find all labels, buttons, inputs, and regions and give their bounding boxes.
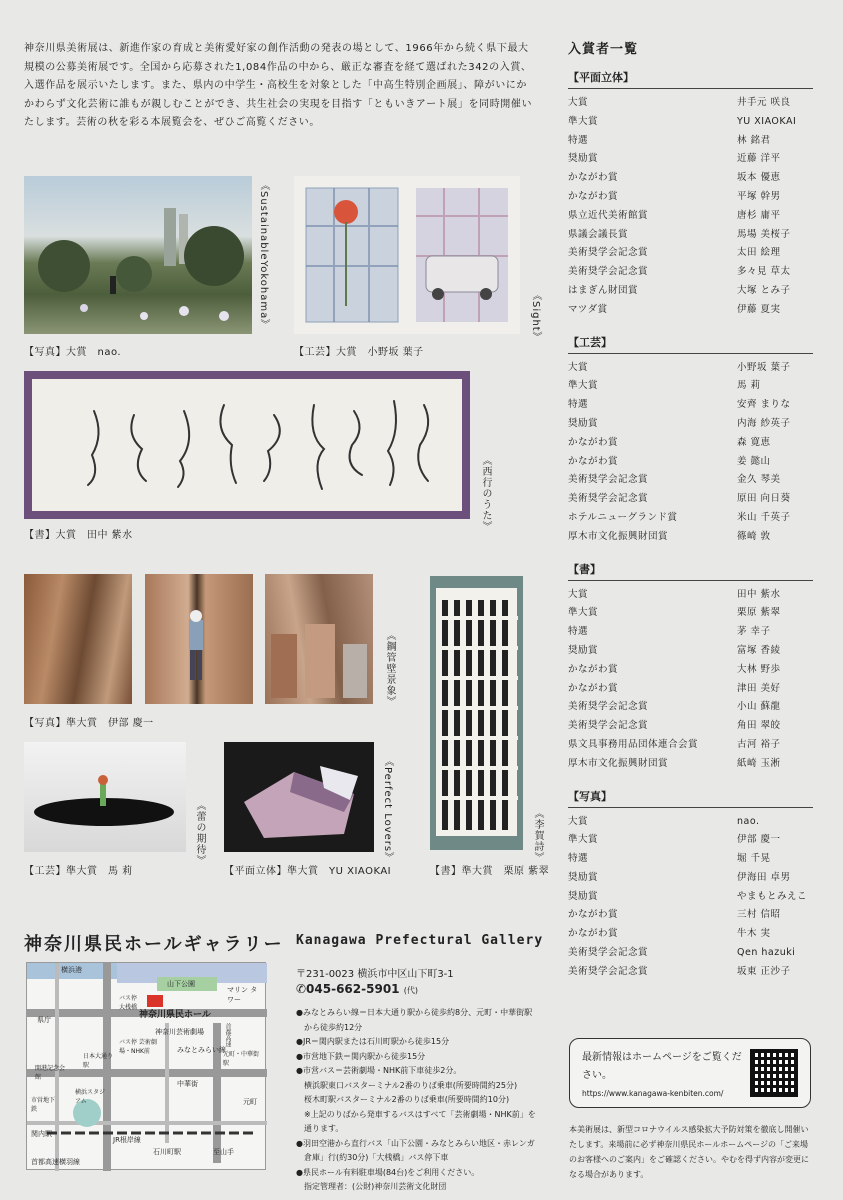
winner-name: 角田 翠皎	[737, 720, 781, 732]
winner-name: YU XIAOKAI	[737, 115, 797, 127]
award-row	[568, 490, 813, 509]
artwork-title: 《Sight》	[530, 290, 541, 343]
award-row	[568, 642, 813, 661]
award-name: 奨励賞	[568, 644, 599, 656]
artwork-calligraphy-saigyo	[24, 371, 470, 519]
winner-name: 太田 絵理	[737, 247, 781, 259]
winner-name: 姜 懿山	[737, 455, 771, 467]
winner-name: 多々見 草太	[737, 266, 791, 278]
winner-name: 伊部 慶一	[737, 834, 781, 846]
award-row	[568, 888, 813, 907]
winner-name: 堀 千晃	[737, 853, 771, 865]
award-name: 奨励賞	[568, 871, 599, 883]
artwork-photo-sustainable-yokohama	[24, 176, 252, 334]
awards-list	[568, 38, 813, 990]
winner-name: 森 寛恵	[737, 436, 771, 448]
winner-name: 坂本 優恵	[737, 172, 781, 184]
map-label: 石川町駅	[153, 1148, 181, 1156]
phone-number: ✆045-662-5901	[296, 982, 400, 996]
award-row	[568, 453, 813, 472]
award-row	[568, 963, 813, 982]
map-label: JR根岸線	[113, 1136, 141, 1144]
award-name: 美術奨学会記念賞	[568, 247, 649, 259]
map-label: バス停 芸術劇場・NHK前	[119, 1039, 157, 1055]
award-name: かながわ賞	[568, 190, 619, 202]
map-label: みなとみらい線	[177, 1046, 226, 1054]
venue-name-en: Kanagawa Prefectural Gallery	[296, 933, 544, 948]
award-name: マツダ賞	[568, 303, 608, 315]
award-name: 厚木市文化振興財団賞	[568, 757, 669, 769]
map-label: 元町	[243, 1098, 257, 1106]
winner-name: 林 銘君	[737, 134, 771, 146]
award-name: かながわ賞	[568, 909, 619, 921]
map-label: 日本大通り駅	[83, 1053, 114, 1069]
artwork-title: 《鋼管壁景象》	[384, 630, 395, 707]
award-row	[568, 113, 813, 132]
award-row	[568, 207, 813, 226]
award-name: かながわ賞	[568, 682, 619, 694]
covid-notice: 本美術展は、新型コロナウイルス感染拡大予防対策を徹底し開催いたします。来場前に必ず神奈川県民ホールホームページの「ご来場のお客様へのご案内」をご確認ください。やむを得ず内容が変更になる場合があります。	[569, 1125, 809, 1179]
winner-name: 大林 野歩	[737, 663, 781, 675]
winner-name: 内海 紗英子	[737, 417, 791, 429]
award-name: 奨励賞	[568, 890, 599, 902]
award-name: 準大賞	[568, 380, 599, 392]
website-text: 最新情報はホームページをご覧ください。	[582, 1052, 742, 1081]
artwork-title: 《西行のうた》	[480, 455, 491, 532]
website-box	[569, 1038, 811, 1108]
award-name: 特選	[568, 134, 589, 146]
award-row	[568, 415, 813, 434]
award-name: 美術奨学会記念賞	[568, 720, 649, 732]
award-name: 美術奨学会記念賞	[568, 493, 649, 505]
map-label: 至山手	[213, 1148, 234, 1156]
award-name: かながわ賞	[568, 928, 619, 940]
awards-title: 入賞者一覧	[568, 42, 639, 57]
award-row	[568, 869, 813, 888]
winner-name: 伊海田 卓男	[737, 871, 791, 883]
award-row	[568, 831, 813, 850]
winner-name: 紙崎 玉淅	[737, 757, 781, 769]
winner-name: 近藤 洋平	[737, 153, 781, 165]
map-label: 首都高速	[224, 1023, 231, 1047]
winner-name: 唐杉 庸平	[737, 209, 781, 221]
access-map	[26, 962, 266, 1170]
map-label: 横浜スタジアム	[75, 1089, 106, 1105]
award-name: 奨励賞	[568, 153, 599, 165]
venue-address: 〒231-0023 横浜市中区山下町3-1	[296, 969, 454, 980]
award-row	[568, 396, 813, 415]
winner-name: 大塚 とみ子	[737, 284, 791, 296]
award-name: 美術奨学会記念賞	[568, 965, 649, 977]
award-row	[568, 94, 813, 113]
artwork-caption: 【写真】準大賞 伊部 慶一	[24, 718, 154, 729]
artwork-photo-steel-wall-3	[265, 574, 373, 704]
artwork-caption: 【写真】大賞 nao.	[24, 347, 122, 358]
artwork-title: 《Perfect Lovers》	[382, 756, 393, 864]
winner-name: 篠崎 敦	[737, 530, 771, 542]
access-line: 指定管理者：(公財)神奈川芸術文化財団	[296, 1182, 447, 1191]
winner-name: 米山 千英子	[737, 511, 791, 523]
artwork-caption: 【工芸】大賞 小野坂 葉子	[294, 347, 424, 358]
award-name: かながわ賞	[568, 663, 619, 675]
award-row	[568, 586, 813, 605]
access-line: 通ります。	[296, 1124, 344, 1133]
award-row	[568, 717, 813, 736]
map-label: マリン タワー	[227, 986, 258, 1004]
award-row	[568, 850, 813, 869]
winner-name: 平塚 幹男	[737, 190, 781, 202]
access-line: 横浜駅東口バスターミナル2番のりば乗車(所要時間約25分)	[296, 1080, 518, 1090]
intro-text: 神奈川県美術展は、新進作家の育成と美術愛好家の創作活動の発表の場として、1966年から続く県下最大規模の公募美術展です。全国から応募された1,084作品の中から、厳正な審査を経て選ばれた342の入賞、入選作品を展示いたします。また、県内の中学生・高校生を対象とした「中高生特別企画展」、障がいにかかわらず文化芸術に誰もが親しむことができ、共生社会の実現を目指す「ともいきアート展」を同時開催いたします。芸術の秋を彩る本展覧会を、ぜひご高覧ください。	[24, 43, 533, 128]
award-row	[568, 944, 813, 963]
award-row	[568, 226, 813, 245]
award-name: 準大賞	[568, 834, 599, 846]
award-name: 特選	[568, 399, 589, 411]
artwork-title: 《蕾の期待》	[194, 800, 205, 866]
winner-name: 安齊 まりな	[737, 399, 791, 411]
award-name: はまぎん財団賞	[568, 284, 639, 296]
artwork-crafts-sight	[294, 176, 520, 334]
qr-code[interactable]	[750, 1049, 798, 1097]
award-row	[568, 528, 813, 547]
award-row	[568, 263, 813, 282]
access-line: ※上記のりばから発車するバスはすべて「芸術劇場・NHK前」を	[296, 1109, 536, 1119]
map-label: 神奈川芸術劇場	[155, 1028, 204, 1036]
award-row	[568, 434, 813, 453]
access-line: から徒歩約12分	[296, 1022, 363, 1032]
artwork-crafts-bud	[24, 742, 186, 852]
award-row	[568, 169, 813, 188]
winner-name: 金久 琴美	[737, 474, 781, 486]
winner-name: 小野坂 葉子	[737, 361, 791, 373]
award-row	[568, 698, 813, 717]
award-row	[568, 736, 813, 755]
award-name: 大賞	[568, 815, 589, 827]
award-row	[568, 188, 813, 207]
award-row	[568, 132, 813, 151]
map-label: 県庁	[37, 1016, 51, 1024]
award-name: 厚木市文化振興財団賞	[568, 530, 669, 542]
winner-name: 原田 向日葵	[737, 493, 791, 505]
map-label: 関内駅	[31, 1130, 52, 1138]
award-name: 奨励賞	[568, 417, 599, 429]
winner-name: 馬場 美桜子	[737, 228, 791, 240]
award-name: 県議会議長賞	[568, 228, 629, 240]
access-line: ●JR＝関内駅または石川町駅から徒歩15分	[296, 1037, 450, 1046]
award-name: 美術奨学会記念賞	[568, 701, 649, 713]
winner-name: 津田 美好	[737, 682, 781, 694]
map-label: 首都高速横羽線	[31, 1158, 80, 1166]
award-name: 県文具事務用品団体連合会賞	[568, 738, 699, 750]
award-row	[568, 623, 813, 642]
map-label: 開港記念会館	[35, 1065, 66, 1081]
award-row	[568, 471, 813, 490]
award-row	[568, 813, 813, 832]
winner-name: 茅 幸子	[737, 626, 771, 638]
winner-name: 馬 莉	[737, 380, 761, 392]
artwork-caption: 【書】準大賞 栗原 紫翠	[430, 866, 550, 877]
winner-name: 田中 紫水	[737, 588, 781, 600]
map-label: バス停 大桟橋	[119, 995, 138, 1011]
map-label: 横浜港	[61, 966, 82, 974]
artwork-photo-steel-wall-1	[24, 574, 132, 704]
access-directions	[296, 1006, 546, 1195]
award-row	[568, 906, 813, 925]
award-row	[568, 604, 813, 623]
winner-name: 古河 裕子	[737, 738, 781, 750]
website-url[interactable]: https://www.kanagawa-kenbiten.com/	[582, 1089, 724, 1098]
winner-name: 富塚 香綾	[737, 644, 781, 656]
award-name: 準大賞	[568, 607, 599, 619]
award-row	[568, 150, 813, 169]
access-line: ●市営地下鉄＝関内駅から徒歩15分	[296, 1051, 426, 1061]
award-section-heading: 【工芸】	[568, 334, 813, 354]
artwork-calligraphy-liho	[430, 576, 523, 850]
award-row	[568, 661, 813, 680]
award-row	[568, 509, 813, 528]
award-name: かながわ賞	[568, 172, 619, 184]
award-name: 美術奨学会記念賞	[568, 266, 649, 278]
venue-phone	[296, 982, 418, 996]
winner-name: 井手元 咲良	[737, 97, 791, 108]
winner-name: 小山 蘇龍	[737, 701, 781, 713]
award-name: 大賞	[568, 361, 589, 373]
award-row	[568, 680, 813, 699]
award-name: かながわ賞	[568, 436, 619, 448]
winner-name: 伊藤 夏実	[737, 303, 781, 315]
access-line: 桜木町駅バスターミナル2番のりば乗車(所要時間約10分)	[296, 1095, 510, 1104]
map-label: 中華街	[177, 1080, 198, 1088]
map-label: 市営地下鉄	[31, 1097, 56, 1113]
winner-name: 牛木 実	[737, 928, 771, 940]
award-name: 大賞	[568, 97, 589, 108]
map-label: 元町・中華街駅	[223, 1051, 260, 1067]
venue-name-jp: 神奈川県民ホールギャラリー	[24, 934, 284, 955]
award-name: ホテルニューグランド賞	[568, 511, 678, 523]
artwork-title: 《SustainableYokohama》	[258, 180, 269, 331]
winner-name: nao.	[737, 815, 760, 827]
winner-name: Qen hazuki	[737, 947, 796, 959]
award-row	[568, 359, 813, 378]
artwork-3d-perfect-lovers	[224, 742, 374, 852]
award-section-heading: 【平面立体】	[568, 69, 813, 89]
access-line: ●県民ホール有料駐車場(84台)をご利用ください。	[296, 1167, 480, 1177]
award-row	[568, 282, 813, 301]
access-line: ●みなとみらい線＝日本大通り駅から徒歩約8分、元町・中華街駅	[296, 1008, 533, 1017]
artwork-caption: 【工芸】準大賞 馬 莉	[24, 866, 133, 877]
phone-note: (代)	[403, 986, 418, 995]
map-label: 山下公園	[167, 980, 195, 988]
award-section-heading: 【写真】	[568, 788, 813, 808]
award-name: かながわ賞	[568, 455, 619, 467]
award-name: 準大賞	[568, 115, 599, 127]
winner-name: やまもとみえこ	[737, 890, 808, 902]
award-row	[568, 301, 813, 320]
award-name: 大賞	[568, 588, 589, 600]
award-row	[568, 377, 813, 396]
map-label: 神奈川県民ホール	[139, 1010, 211, 1020]
award-name: 特選	[568, 626, 589, 638]
artwork-caption: 【書】大賞 田中 紫水	[24, 530, 133, 541]
artwork-caption: 【平面立体】準大賞 YU XIAOKAI	[224, 866, 392, 877]
award-name: 美術奨学会記念賞	[568, 474, 649, 486]
award-section-heading: 【書】	[568, 561, 813, 581]
award-row	[568, 925, 813, 944]
award-name: 特選	[568, 853, 589, 865]
access-line: ●羽田空港から直行バス「山下公園・みなとみらい地区・赤レンガ	[296, 1138, 535, 1148]
access-line: ●市営バス＝芸術劇場・NHK前下車徒歩2分。	[296, 1066, 462, 1075]
winner-name: 栗原 紫翠	[737, 607, 781, 619]
award-name: 美術奨学会記念賞	[568, 947, 649, 959]
access-line: 倉庫」行(約30分)「大桟橋」バス停下車	[296, 1153, 449, 1162]
award-name: 県立近代美術館賞	[568, 209, 649, 221]
winner-name: 坂東 正沙子	[737, 965, 791, 977]
award-row	[568, 755, 813, 774]
winner-name: 三村 信昭	[737, 909, 781, 921]
artwork-photo-steel-wall-2	[145, 574, 253, 704]
artwork-title: 《李賀詩》	[532, 808, 543, 863]
award-row	[568, 244, 813, 263]
